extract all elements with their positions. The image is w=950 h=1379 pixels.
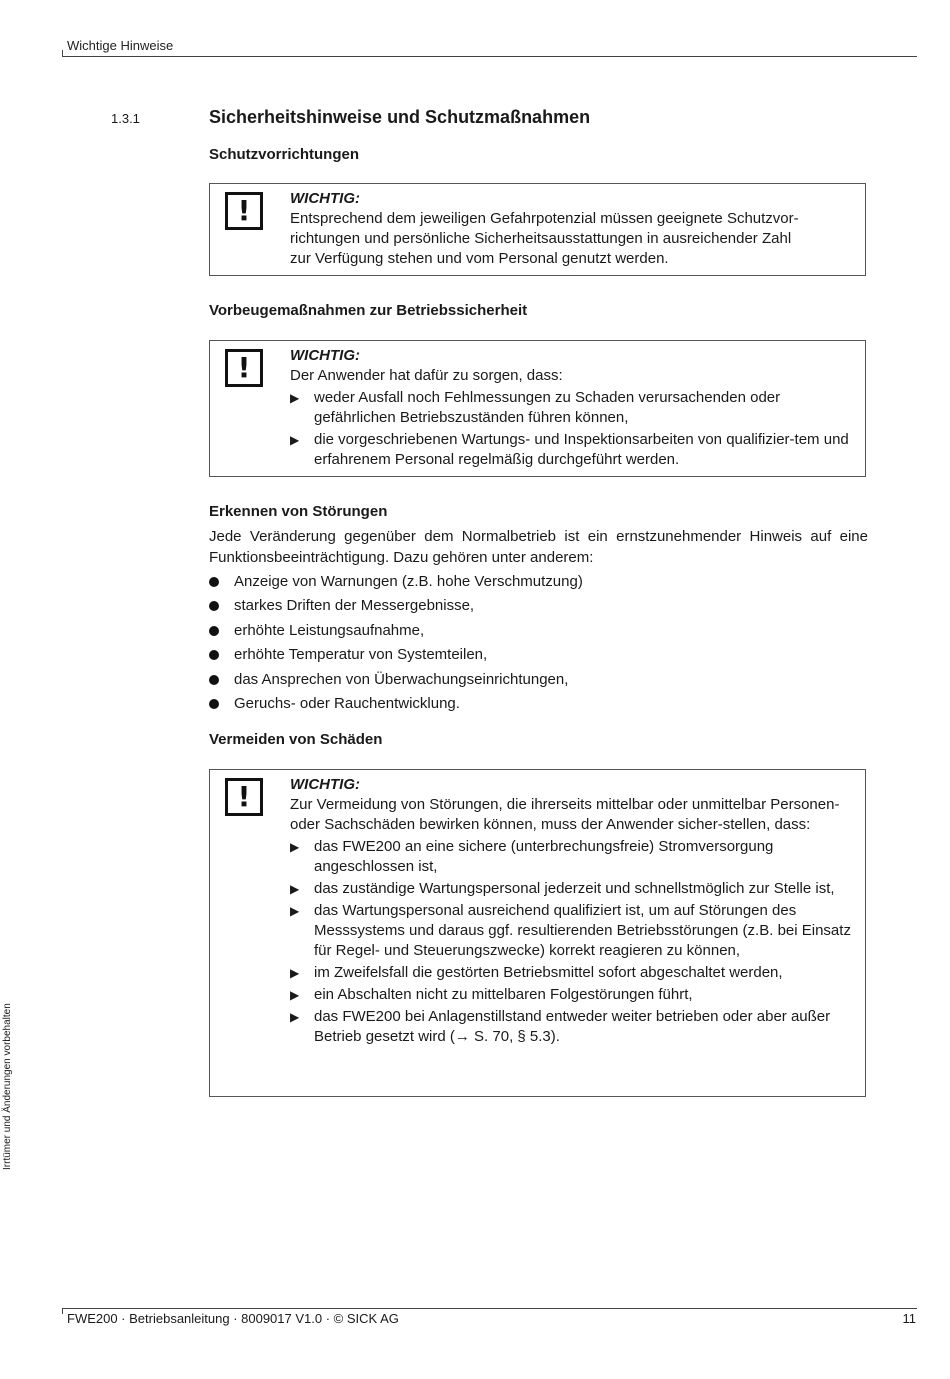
note-body <box>290 346 855 472</box>
note-label: WICHTIG: <box>290 776 360 793</box>
page-number: 11 <box>902 1311 916 1326</box>
note-line: zur Verfügung stehen und vom Personal genutzt werden. <box>290 250 669 267</box>
list-item: ▶ ein Abschalten nicht zu mittelbaren Folgestörungen führt, <box>290 986 693 1003</box>
note-line: richtungen und persönliche Sicherheitsausstattungen in ausreichender Zahl <box>290 230 792 247</box>
note-label: WICHTIG: <box>290 347 360 364</box>
side-disclaimer: Irrtümer und Änderungen vorbehalten <box>2 1003 13 1170</box>
arrow-bullet-icon: ▶ <box>290 433 300 447</box>
heading-vermeiden-von-schaeden: Vermeiden von Schäden <box>209 731 383 748</box>
bullet-dot-icon <box>209 577 219 587</box>
note-label: WICHTIG: <box>290 190 360 207</box>
heading-erkennen-von-stoerungen: Erkennen von Störungen <box>209 503 388 520</box>
section-number: 1.3.1 <box>111 111 140 126</box>
arrow-bullet-icon: ▶ <box>290 904 300 918</box>
footer-text: FWE200 · Betriebsanleitung · 8009017 V1.0 · © SICK AG <box>67 1311 399 1326</box>
bullet-dot-icon <box>209 601 219 611</box>
list-item: erhöhte Leistungsaufnahme, <box>209 620 868 644</box>
section-title: Sicherheitshinweise und Schutzmaßnahmen <box>209 107 591 127</box>
note-line: Entsprechend dem jeweiligen Gefahrpotenzial müssen geeignete Schutzvor- <box>290 210 799 227</box>
arrow-bullet-icon: ▶ <box>290 1010 300 1024</box>
arrow-bullet-icon: ▶ <box>290 882 300 896</box>
note-intro: Der Anwender hat dafür zu sorgen, dass: <box>290 367 563 384</box>
list-item: starkes Driften der Messergebnisse, <box>209 595 868 619</box>
heading-schutzvorrichtungen: Schutzvorrichtungen <box>209 146 360 163</box>
list-item: das Ansprechen von Überwachungseinrichtungen, <box>209 669 868 693</box>
bullet-dot-icon <box>209 699 219 709</box>
arrow-list <box>290 837 855 1047</box>
list-item: ▶ die vorgeschriebenen Wartungs- und Inspektionsarbeiten von qualifizier-tem und erfahrenem Personal regelmäßig durchgeführt werden. <box>290 431 849 468</box>
running-header: Wichtige Hinweise <box>67 38 174 53</box>
list-item: ▶ im Zweifelsfall die gestörten Betriebsmittel sofort abgeschaltet werden, <box>290 964 783 981</box>
bullet-dot-icon <box>209 626 219 636</box>
header-tick <box>62 50 63 56</box>
arrow-bullet-icon: ▶ <box>290 988 300 1002</box>
note-box-vermeiden <box>209 769 866 1097</box>
bullet-dot-icon <box>209 650 219 660</box>
bullet-list <box>209 571 868 717</box>
list-item: Anzeige von Warnungen (z.B. hohe Verschmutzung) <box>209 571 868 595</box>
list-item: ▶ das FWE200 bei Anlagenstillstand entweder weiter betrieben oder aber außer Betrieb gesetzt wird (→ S. 70, § 5.3). <box>290 1008 831 1045</box>
list-item: ▶ das zuständige Wartungspersonal jederzeit und schnellstmöglich zur Stelle ist, <box>290 880 835 897</box>
arrow-bullet-icon: ▶ <box>290 966 300 980</box>
list-item: Geruchs- oder Rauchentwicklung. <box>209 693 868 717</box>
arrow-list <box>290 388 855 470</box>
list-item: ▶ das Wartungspersonal ausreichend qualifiziert ist, um auf Störungen des Messsystems und daraus ggf. resultierenden Betriebsstörungen (z.B. bei Einsatz für Regel- und Steuerungszwecke) korrekt reagieren zu können, <box>290 902 851 959</box>
bullet-dot-icon <box>209 675 219 685</box>
footer-tick <box>62 1308 63 1314</box>
list-item: ▶ weder Ausfall noch Fehlmessungen zu Schaden verursachenden oder gefährlichen Betriebszuständen führen können, <box>290 389 781 426</box>
note-box-schutz <box>209 183 866 276</box>
note-body <box>290 775 855 1049</box>
header-rule <box>62 56 917 57</box>
list-item: erhöhte Temperatur von Systemteilen, <box>209 644 868 668</box>
list-item: ▶ das FWE200 an eine sichere (unterbrechungsfreie) Stromversorgung angeschlossen ist, <box>290 838 774 875</box>
warning-exclamation-icon: ! <box>225 778 263 816</box>
arrow-bullet-icon: ▶ <box>290 840 300 854</box>
arrow-bullet-icon: ▶ <box>290 391 300 405</box>
note-box-vorbeuge <box>209 340 866 477</box>
note-body <box>290 189 855 269</box>
note-intro: Zur Vermeidung von Störungen, die ihrerseits mittelbar oder unmittelbar Personen- oder Sachschäden bewirken können, muss der Anwender sicher-stellen, dass: <box>290 796 840 833</box>
footer-rule <box>62 1308 917 1309</box>
paragraph: Jede Veränderung gegenüber dem Normalbetrieb ist ein ernstzunehmender Hinweis auf eine Funktionsbeeinträchtigung. Dazu gehören unter anderem: <box>209 528 868 566</box>
warning-exclamation-icon: ! <box>225 192 263 230</box>
heading-vorbeugemassnahmen: Vorbeugemaßnahmen zur Betriebssicherheit <box>209 302 528 319</box>
warning-exclamation-icon: ! <box>225 349 263 387</box>
